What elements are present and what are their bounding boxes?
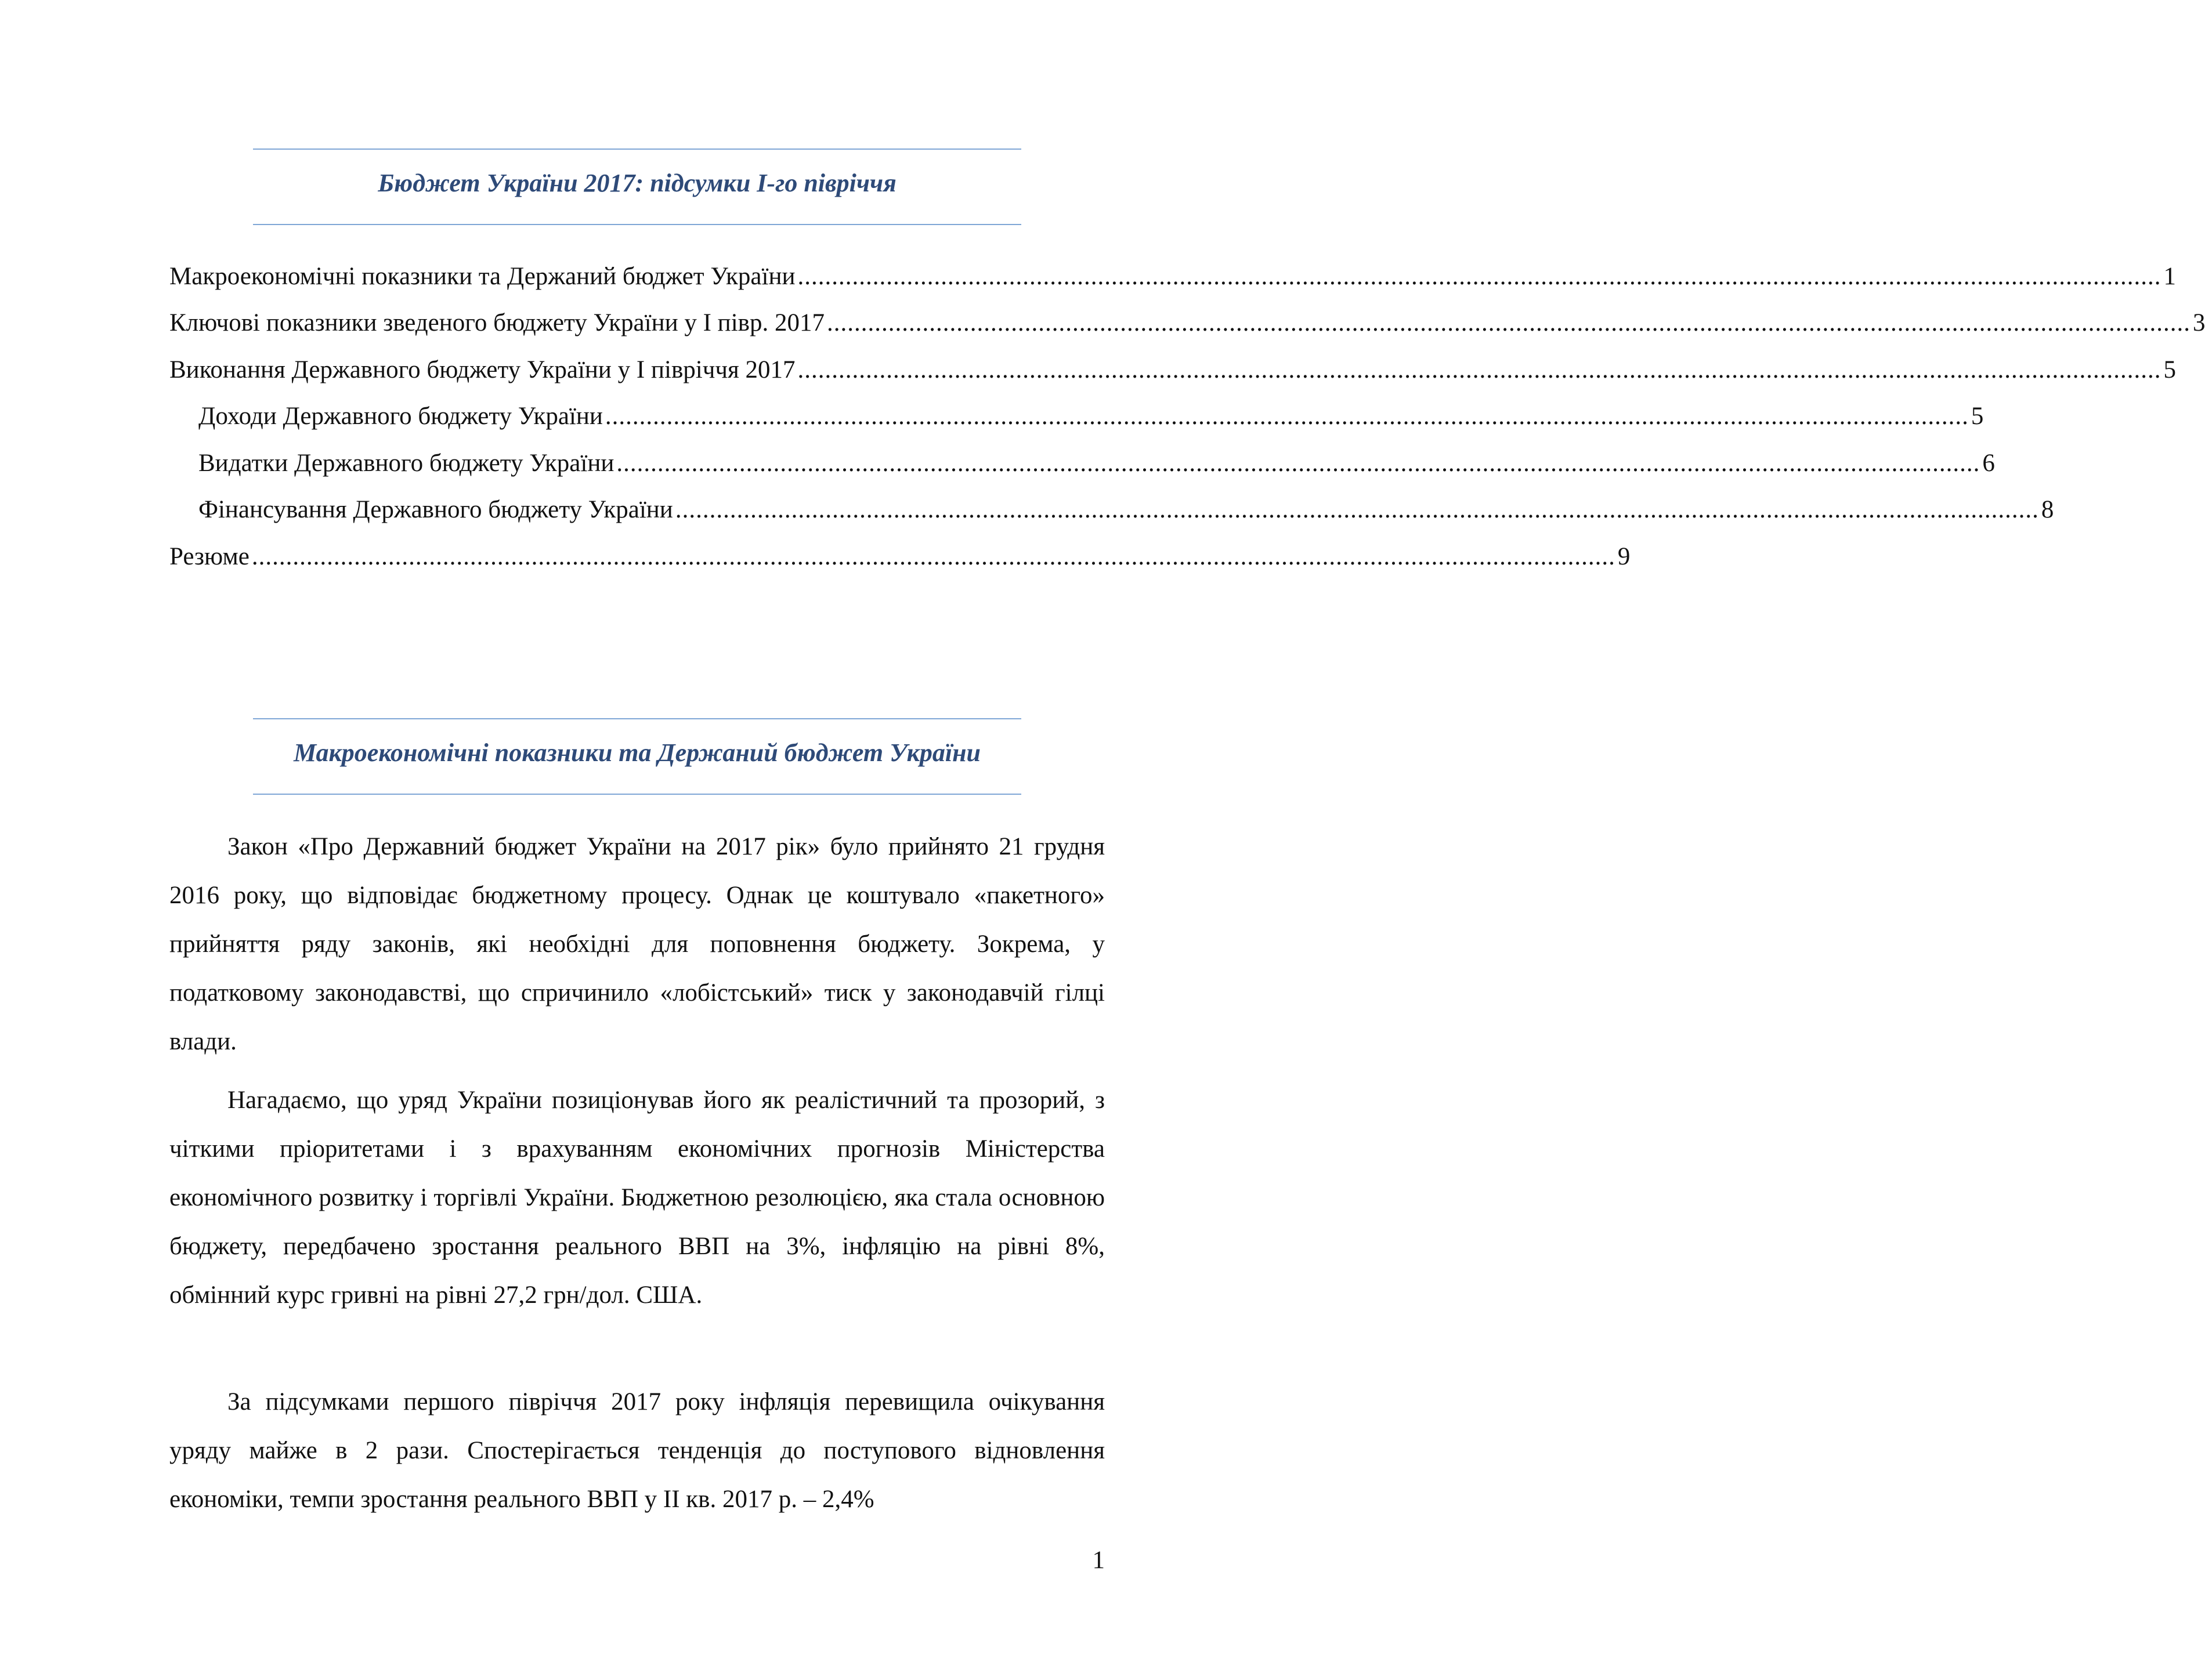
toc-entry-page: 5	[2163, 356, 2176, 383]
body-paragraph: Закон «Про Державний бюджет України на 2017 рік» було прийнято 21 грудня 2016 року, що відповідає бюджетному процесу. Однак це коштувало «пакетного» прийняття ряду законів, які необхідні для поповнення бюджету. Зокрема, у податковому законодавстві, що спричинило «лобістський» тиск у законодавчій гілці влади.	[169, 833, 1105, 1055]
toc-entry[interactable]	[198, 493, 2054, 527]
toc-entry[interactable]	[169, 353, 2176, 388]
document-title: Бюджет України 2017: підсумки I-го півріччя	[378, 169, 897, 197]
toc-entry-text: Фінансування Державного бюджету України	[198, 496, 673, 523]
toc-leader-dots: ........................................................................................................................................................................................................	[251, 543, 1615, 570]
toc-entry-text: Видатки Державного бюджету України	[198, 450, 614, 477]
toc-entry[interactable]	[169, 540, 1631, 574]
toc-entry-page: 6	[1982, 450, 1995, 477]
toc-leader-dots: ........................................................................................................................................................................................................	[797, 356, 2161, 383]
toc-entry[interactable]	[198, 399, 1984, 434]
page-number: 1	[1092, 1547, 1105, 1574]
section-rule-top	[253, 718, 1021, 719]
toc-entry[interactable]	[169, 306, 2205, 341]
toc-entry-page: 5	[1971, 403, 1984, 430]
toc-entry-page: 8	[2041, 496, 2054, 523]
toc-entry-text: Виконання Державного бюджету України у І півріччя 2017	[169, 356, 796, 383]
toc-entry-page: 9	[1617, 543, 1631, 570]
title-rule-bottom	[253, 224, 1021, 225]
toc-leader-dots: ........................................................................................................................................................................................................	[826, 309, 2190, 336]
section-heading: Макроекономічні показники та Держаний бюджет України	[293, 738, 981, 767]
section-rule-bottom	[253, 794, 1021, 795]
toc-entry-page: 1	[2163, 263, 2176, 290]
toc-leader-dots: ........................................................................................................................................................................................................	[605, 403, 1969, 430]
toc-entry-text: Ключові показники зведеного бюджету України у І півр. 2017	[169, 309, 825, 336]
body-paragraph: За підсумками першого півріччя 2017 року інфляція перевищила очікування уряду майже в 2 рази. Спостерігається тенденція до поступового відновлення економіки, темпи зростання реального ВВП у ІІ кв. 2017 р. – 2,4%	[169, 1388, 1105, 1513]
body-paragraph: Нагадаємо, що уряд України позиціонував його як реалістичний та прозорий, з чіткими пріоритетами і з врахуванням економічних прогнозів Міністерства економічного розвитку і торгівлі України. Бюджетною резолюцією, яка стала основною бюджету, передбачено зростання реального ВВП на 3%, інфляцію на рівні 8%, обмінний курс гривні на рівні 27,2 грн/дол. США.	[169, 1087, 1105, 1309]
title-rule-top	[253, 149, 1021, 150]
toc-entry-page: 3	[2192, 309, 2205, 336]
toc-entry-text: Доходи Державного бюджету України	[198, 403, 603, 430]
toc-entry-text: Резюме	[169, 543, 250, 570]
toc-entry-text: Макроекономічні показники та Держаний бюджет України	[169, 263, 796, 290]
toc-leader-dots: ........................................................................................................................................................................................................	[675, 496, 2039, 523]
toc-entry[interactable]	[198, 446, 1995, 481]
toc-leader-dots: ........................................................................................................................................................................................................	[616, 450, 1980, 477]
toc-leader-dots: ........................................................................................................................................................................................................	[797, 263, 2161, 290]
toc-entry[interactable]	[169, 259, 2176, 294]
